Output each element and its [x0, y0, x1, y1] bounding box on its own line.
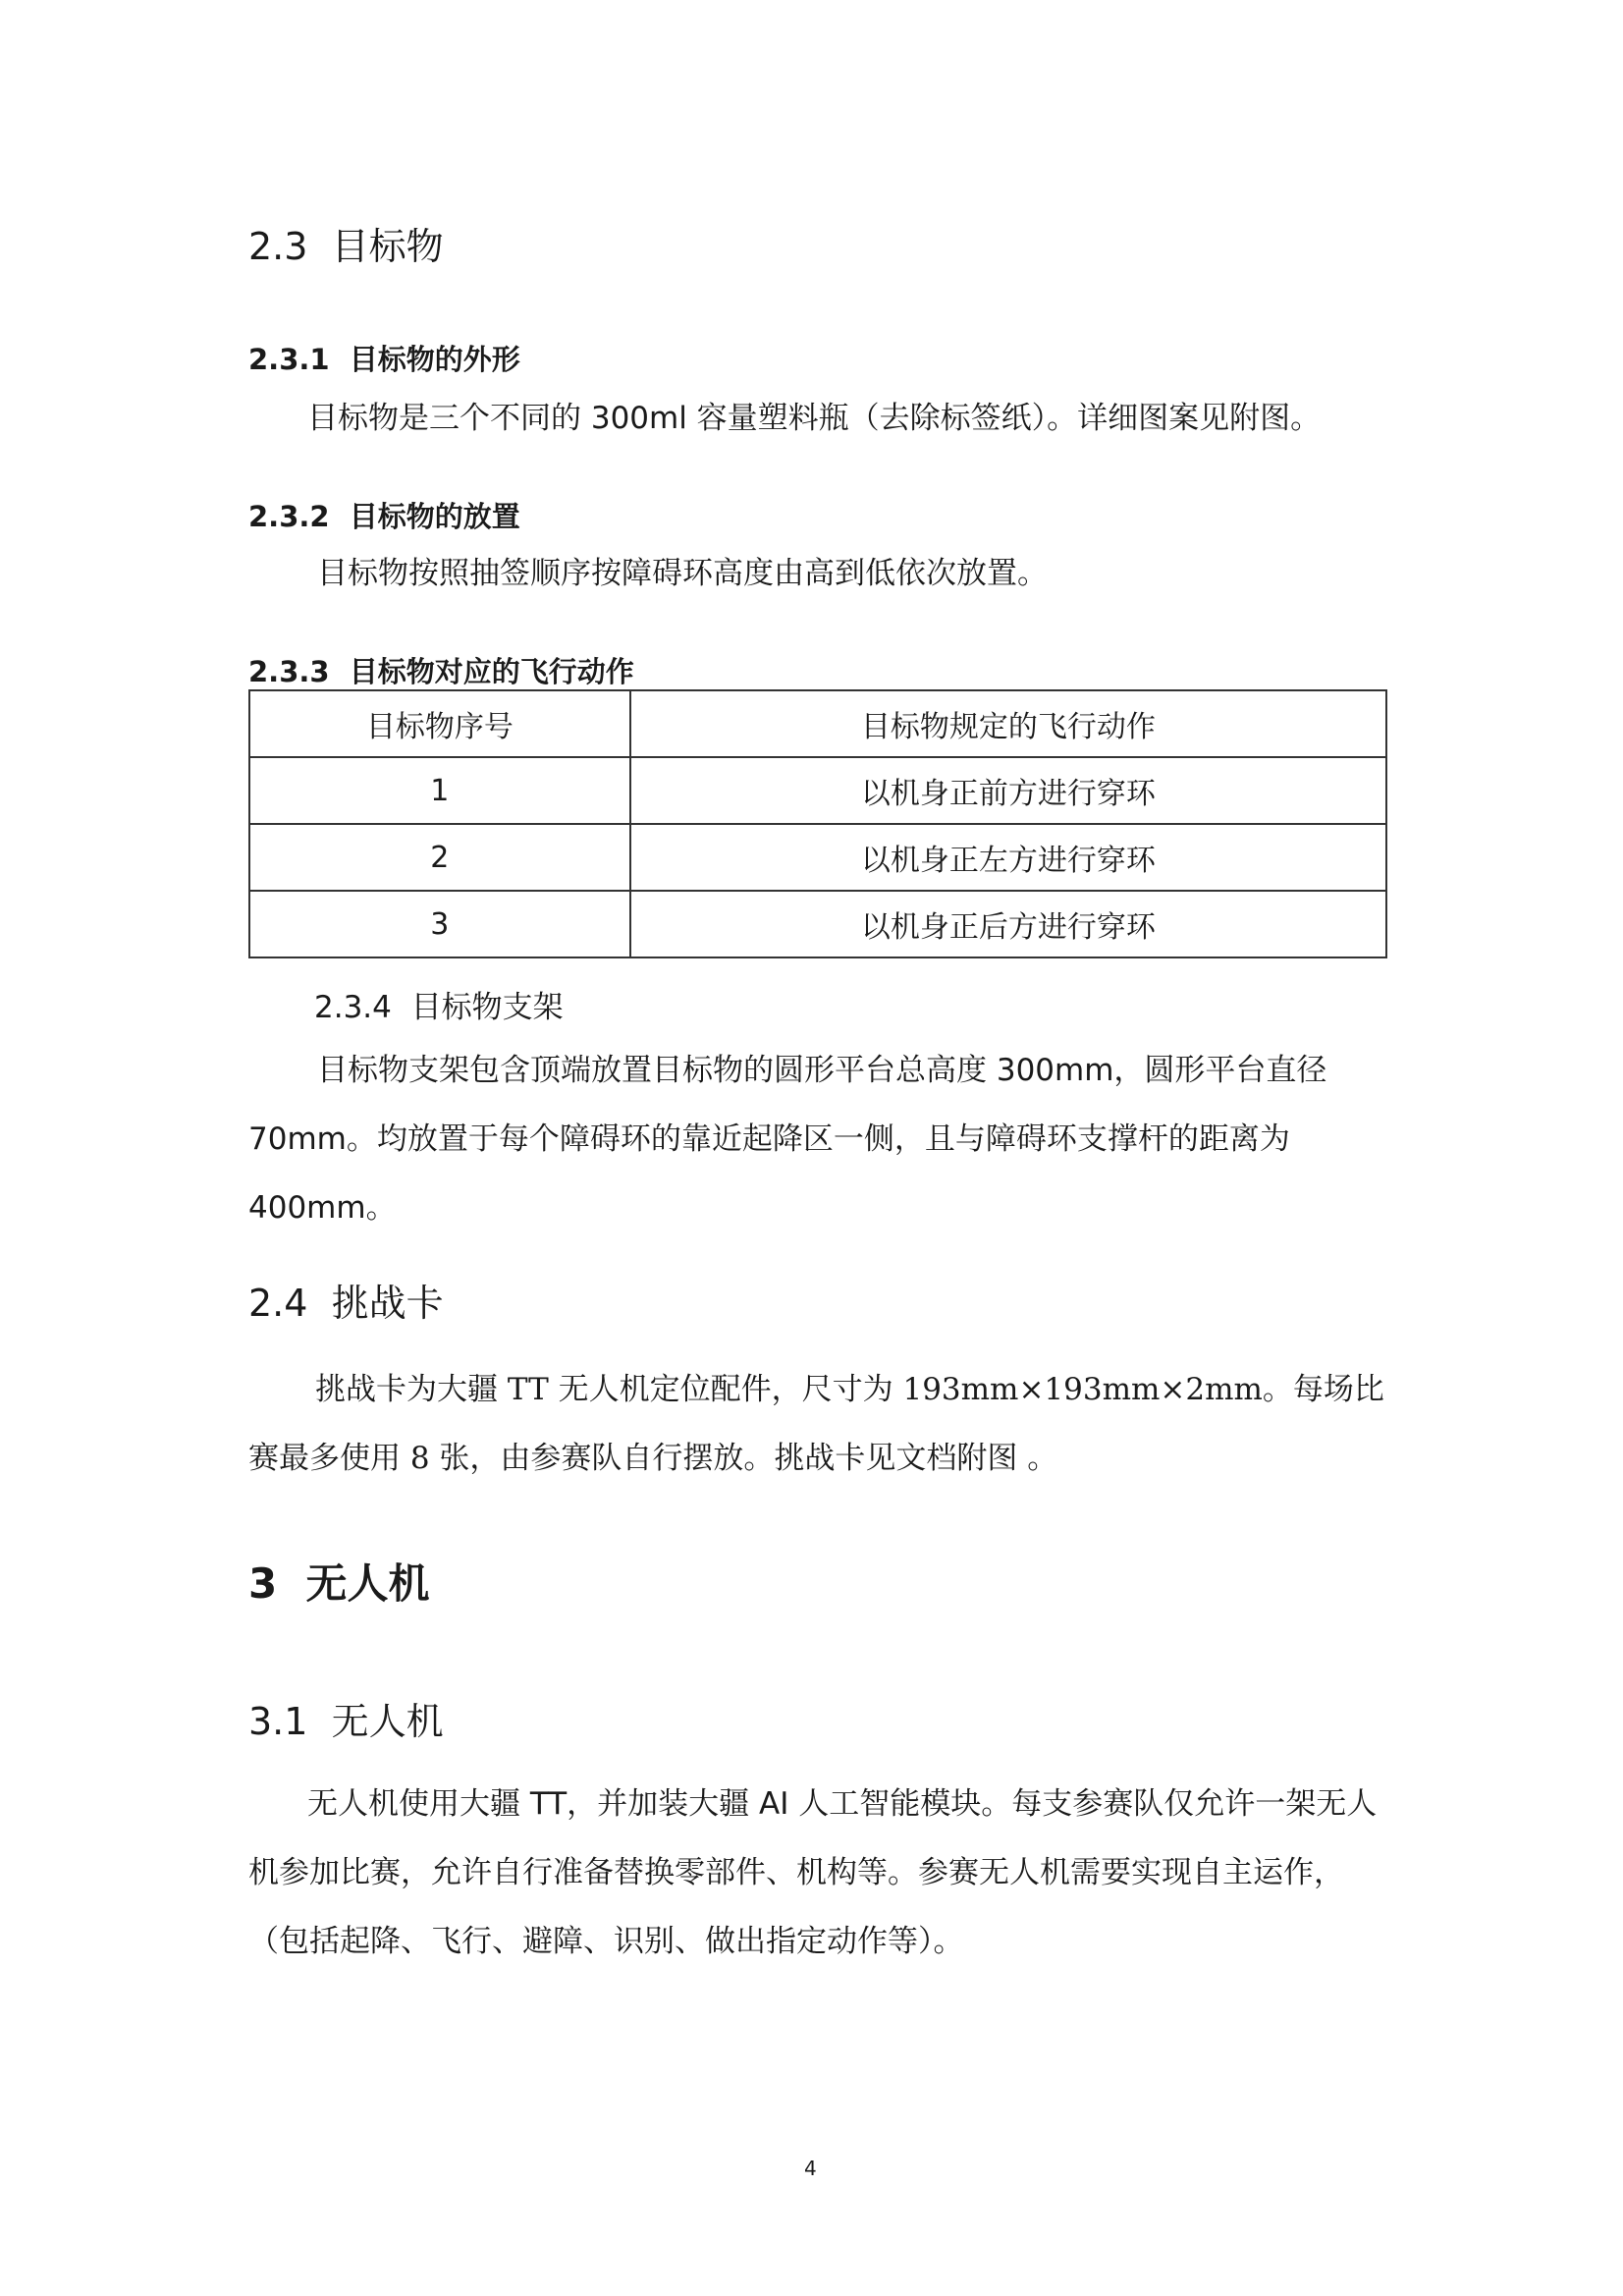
section-number: 2.3	[248, 225, 308, 268]
chapter-3-heading	[248, 1552, 430, 1611]
section-3-1-heading	[248, 1691, 444, 1745]
table-row	[249, 824, 1386, 891]
section-2-3-2-text: 目标物按照抽签顺序按障碍环高度由高到低依次放置。	[317, 556, 1048, 591]
section-2-3-1-heading	[248, 338, 520, 378]
section-title: 目标物对应的飞行动作	[349, 655, 634, 688]
section-2-4-text: 挑战卡为大疆 TT 无人机定位配件，尺寸为 193mm×193mm×2mm。每场比赛最多使用 8 张，由参赛队自行摆放。挑战卡见文档附图 。	[248, 1372, 1384, 1476]
section-title: 目标物的放置	[349, 500, 520, 533]
page-number: 4	[804, 2157, 817, 2180]
table-row	[249, 891, 1386, 957]
section-title: 目标物的外形	[349, 343, 520, 376]
section-2-3-1-text: 目标物是三个不同的 300ml 容量塑料瓶（去除标签纸）。详细图案见附图。	[307, 401, 1322, 436]
section-number: 2.3.4	[314, 990, 392, 1025]
table-row	[249, 757, 1386, 824]
section-2-3-3-heading	[248, 650, 634, 690]
table-header-row	[249, 690, 1386, 757]
table-header-cell: 目标物规定的飞行动作	[630, 690, 1386, 757]
table-header-cell: 目标物序号	[249, 690, 630, 757]
section-2-3-4-heading	[314, 982, 564, 1026]
section-2-3-2-heading	[248, 495, 520, 535]
section-number: 2.3.3	[248, 655, 330, 688]
section-title: 目标物支架	[410, 990, 564, 1025]
section-3-1-text: 无人机使用大疆 TT，并加装大疆 AI 人工智能模块。每支参赛队仅允许一架无人机参加比赛，允许自行准备替换零部件、机构等。参赛无人机需要实现自主运作，（包括起降、飞行、避障、识别、做出指定动作等）。	[248, 1786, 1378, 1959]
table-cell: 以机身正后方进行穿环	[630, 891, 1386, 957]
table-cell: 3	[249, 891, 630, 957]
table-cell: 2	[249, 824, 630, 891]
section-2-3-heading	[248, 216, 444, 270]
chapter-number: 3	[248, 1559, 278, 1608]
section-title: 挑战卡	[331, 1282, 444, 1325]
chapter-title: 无人机	[305, 1559, 430, 1608]
table-cell: 以机身正左方进行穿环	[630, 824, 1386, 891]
section-number: 2.3.1	[248, 343, 330, 376]
section-number: 2.3.2	[248, 500, 330, 533]
section-2-3-4-text: 目标物支架包含顶端放置目标物的圆形平台总高度 300mm，圆形平台直径 70mm。均放置于每个障碍环的靠近起降区一侧，且与障碍环支撑杆的距离为 400mm。	[248, 1053, 1327, 1226]
table-cell: 以机身正前方进行穿环	[630, 757, 1386, 824]
flight-action-table	[248, 689, 1387, 958]
section-title: 目标物	[331, 225, 444, 268]
section-title: 无人机	[331, 1700, 444, 1743]
section-2-4-heading	[248, 1273, 444, 1327]
section-number: 3.1	[248, 1700, 308, 1743]
table-cell: 1	[249, 757, 630, 824]
section-number: 2.4	[248, 1282, 308, 1325]
